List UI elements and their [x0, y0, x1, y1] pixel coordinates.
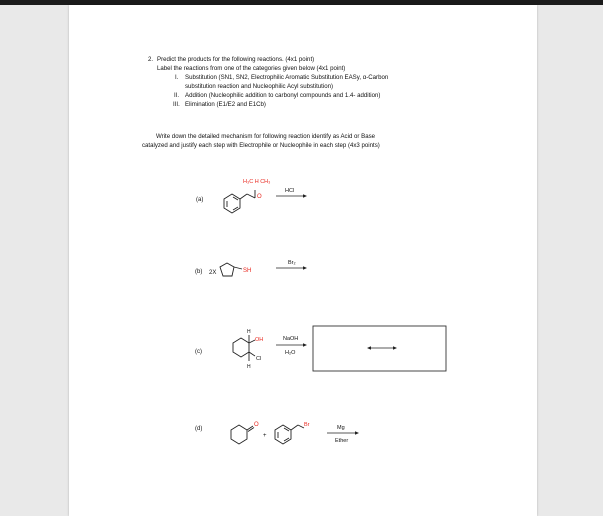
- reaction-d-reagent-bottom: Ether: [335, 438, 349, 444]
- reaction-a-arrowhead: [303, 194, 307, 197]
- reaction-d-benzene: [275, 425, 304, 444]
- reaction-a-substituent: H₃C H CH₃: [243, 179, 271, 185]
- reaction-c-label: (c): [195, 349, 202, 355]
- reaction-c-cl: Cl: [256, 356, 262, 362]
- reaction-c-reagent-bottom: H₂O: [285, 350, 296, 356]
- instruction-line-2: catalyzed and justify each step with Electrophile or Nucleophile in each step (4x3 points): [142, 142, 380, 149]
- reaction-c-top-h: H: [247, 329, 251, 335]
- question-number: 2.: [148, 56, 154, 63]
- category-text-1: Substitution (SN1, SN2, Electrophilic Aromatic Substitution EASy, α-Carbon: [185, 74, 389, 81]
- reaction-d-reagent-top: Mg: [337, 425, 345, 431]
- reaction-c-answer-box: [313, 326, 446, 371]
- reaction-b-coefficient: 2X: [209, 270, 217, 276]
- reaction-b-molecule: [220, 263, 242, 276]
- category-text-1-cont: substitution reaction and Nucleophilic Acyl substitution): [185, 83, 334, 90]
- reaction-c-reagent-top: NaOH: [283, 336, 299, 342]
- category-numeral-3: III.: [173, 101, 180, 108]
- reaction-d-oxygen: O: [254, 422, 259, 428]
- category-numeral-1: I.: [175, 74, 179, 81]
- reaction-a-molecule: [224, 190, 255, 213]
- reaction-c-arrowhead: [303, 343, 307, 346]
- reaction-d-plus: +: [263, 433, 267, 439]
- reaction-b-label: (b): [195, 269, 203, 275]
- reaction-d-cyclohexanone: [231, 425, 254, 444]
- reaction-d-label: (d): [195, 426, 203, 432]
- category-text-2: Addition (Nucleophilic addition to carbonyl compounds and 1.4- addition): [185, 92, 381, 99]
- resonance-arrowhead-left: [367, 346, 371, 349]
- reaction-b-reagent: Br₂: [288, 260, 296, 266]
- question-line-2: Label the reactions from one of the categories given below (4x1 point): [157, 65, 346, 72]
- reaction-c-bottom-h: H: [247, 364, 251, 370]
- reaction-c-oh: OH: [255, 337, 264, 343]
- reaction-a-label: (a): [196, 197, 204, 203]
- reaction-c-molecule: [233, 335, 255, 361]
- reaction-d-arrowhead: [355, 431, 359, 434]
- document-page: [69, 5, 537, 516]
- category-text-3: Elimination (E1/E2 and E1Cb): [185, 101, 266, 108]
- question-line-1: Predict the products for the following reactions. (4x1 point): [157, 56, 315, 63]
- reaction-d-br: Br: [304, 422, 310, 428]
- reaction-b-sh: SH: [243, 268, 252, 274]
- reaction-a-reagent: HCl: [285, 188, 295, 194]
- category-numeral-2: II.: [174, 92, 180, 99]
- instruction-line-1: Write down the detailed mechanism for following reaction identify as Acid or Base: [156, 133, 376, 140]
- reaction-a-oxygen: O: [257, 194, 262, 200]
- reaction-b-arrowhead: [303, 266, 307, 269]
- reaction-scheme-drawing: [69, 5, 537, 516]
- resonance-arrowhead-right: [393, 346, 397, 349]
